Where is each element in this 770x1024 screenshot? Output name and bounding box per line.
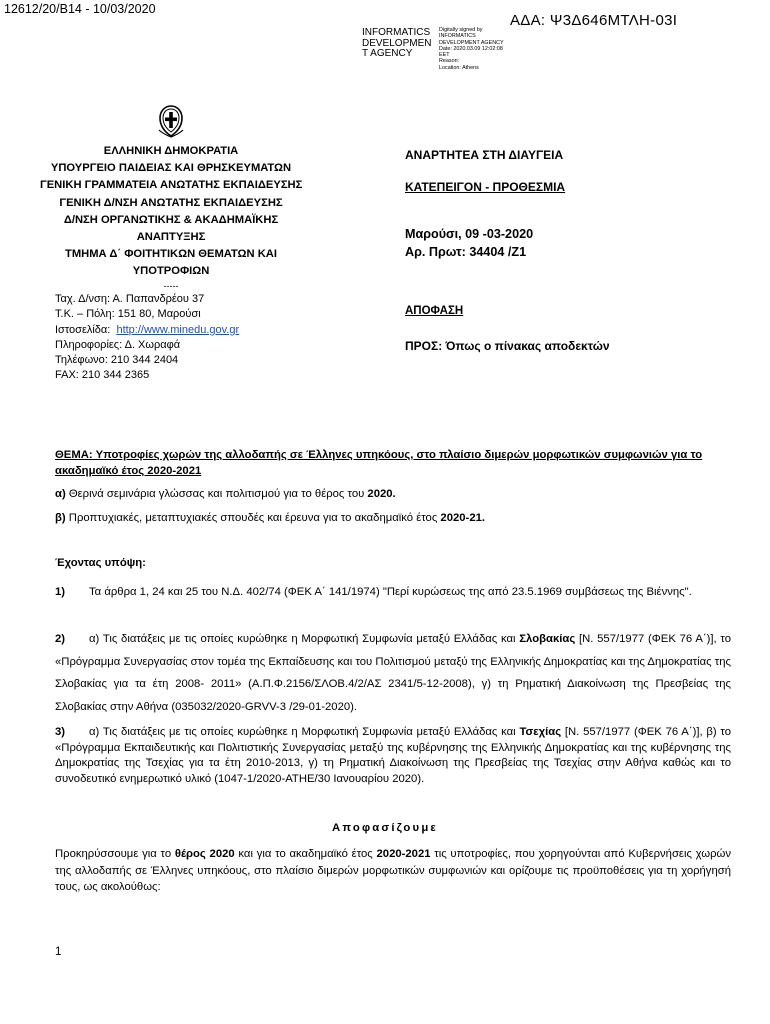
- signature-line: DEVELOPMENT AGENCY: [439, 39, 504, 46]
- signature-line: Date: 2020.03.09 12:02:08: [439, 45, 503, 52]
- signature-line: Digitally signed by: [439, 27, 483, 33]
- considering-title: Έχοντας υπόψη:: [55, 557, 146, 569]
- considering-paragraph-1: [55, 581, 731, 603]
- paragraph-number: 2): [55, 633, 66, 645]
- signing-agency: INFORMATICS DEVELOPMEN T AGENCY: [362, 27, 432, 59]
- item-b-year: 2020-21.: [440, 512, 486, 524]
- greek-emblem-icon: [156, 104, 186, 138]
- contact-city: Τ.Κ. – Πόλη: 151 80, Μαρούσι: [55, 308, 201, 321]
- sender-block: [40, 143, 302, 291]
- subject-text: : Υποτροφίες χωρών της αλλοδαπής σε Έλληνες υπηκόους, στο πλαίσιο διμερών μορφωτικών συμφωνιών για το ακαδημαϊκό έτος 2020-2021: [55, 449, 703, 477]
- paragraph-text: α) Τις διατάξεις με τις οποίες κυρώθηκε η Μορφωτική Συμφωνία μεταξύ Ελλάδας και: [89, 726, 520, 738]
- paragraph-text: α) Τις διατάξεις με τις οποίες κυρώθηκε η Μορφωτική Συμφωνία μεταξύ Ελλάδας και: [89, 633, 520, 645]
- document-date: Μαρούσι, 09 -03-2020: [405, 227, 534, 241]
- paragraph-number: 1): [55, 586, 66, 598]
- contact-info: Πληροφορίες: Δ. Χωραφά: [55, 338, 181, 351]
- subject-label: ΘΕΜΑ: [55, 449, 89, 461]
- contact-block: [55, 292, 239, 384]
- digital-signature: [439, 27, 529, 71]
- recipients-label: ΠΡΟΣ: Όπως ο πίνακας αποδεκτών: [405, 339, 610, 353]
- sender-line: ΥΠΟΤΡΟΦΙΩΝ: [132, 265, 210, 278]
- signature-line: EET: [439, 52, 450, 59]
- contact-address: Ταχ. Δ/νση: Α. Παπανδρέου 37: [55, 293, 205, 305]
- signature-line: Location: Athens: [439, 64, 479, 71]
- post-to-diavgeia: ΑΝΑΡΤΗΤΕΑ ΣΤΗ ΔΙΑΥΓΕΙΑ: [405, 148, 564, 162]
- ada-code: ΑΔΑ: Ψ3Δ646ΜΤΛΗ-03Ι: [510, 12, 678, 29]
- paragraph-text: Προκηρύσσουμε για το: [55, 848, 175, 860]
- subject-item-a: [55, 488, 731, 500]
- decision-label: ΑΠΟΦΑΣΗ: [405, 305, 464, 317]
- sender-separator: -----: [163, 280, 179, 291]
- paragraph-text: και για το ακαδημαϊκό έτος: [234, 848, 377, 860]
- contact-phone: Τηλέφωνο: 210 344 2404: [55, 354, 179, 367]
- item-b-label: β): [55, 512, 66, 524]
- subject-item-b: [55, 512, 731, 524]
- document-reference: 12612/20/B14 - 10/03/2020: [4, 2, 156, 16]
- summer-term: θέρος 2020: [174, 848, 235, 860]
- signature-line: Reason:: [439, 58, 460, 65]
- sender-line: ΥΠΟΥΡΓΕΙΟ ΠΑΙΔΕΙΑΣ ΚΑΙ ΘΡΗΣΚΕΥΜΑΤΩΝ: [50, 162, 292, 175]
- item-a-year: 2020.: [367, 488, 396, 500]
- sender-line: ΤΜΗΜΑ Δ΄ ΦΟΙΤΗΤΙΚΩΝ ΘΕΜΑΤΩΝ ΚΑΙ: [65, 248, 277, 261]
- website-label: Ιστοσελίδα:: [55, 323, 111, 336]
- paragraph-text: [Ν. 557/1977 (ΦΕΚ 76 Α΄)], β) το «Πρόγραμμα Εκπαιδευτικής και Πολιτιστικής Συνεργασίας μεταξύ της κυβέρνησης της Ελληνικής Δημοκρατίας και της κυβέρνησης της Δημοκρατίας της Τσεχίας για τα έτη 2010-2013, γ) τη Ρηματική Διακοίνωση της Πρεσβείας της Τσεχίας στην Αθήνα καθώς και το συνοδευτικό ενημερωτικό υλικό (1047-1/2020-ATHE/30 Ιανουαρίου 2020).: [55, 726, 731, 785]
- country-name: Σλοβακίας: [519, 633, 576, 645]
- urgent-label: ΚΑΤΕΠΕΙΓΟΝ - ΠΡΟΘΕΣΜΙΑ: [405, 180, 566, 194]
- sender-line: ΑΝΑΠΤΥΞΗΣ: [136, 231, 206, 244]
- item-a-label: α): [55, 488, 66, 500]
- academic-year: 2020-2021: [376, 848, 431, 860]
- item-a-text: Θερινά σεμινάρια γλώσσας και πολιτισμού για το θέρος του: [65, 488, 368, 500]
- sender-line: ΓΕΝΙΚΗ ΓΡΑΜΜΑΤΕΙΑ ΑΝΩΤΑΤΗΣ ΕΚΠΑΙΔΕΥΣΗΣ: [40, 179, 303, 192]
- page-number: 1: [55, 946, 62, 958]
- decision-paragraph: [55, 846, 731, 896]
- protocol-number: Αρ. Πρωτ: 34404 /Ζ1: [405, 245, 527, 259]
- paragraph-text: Τα άρθρα 1, 24 και 25 του Ν.Δ. 402/74 (ΦΕΚ Α΄ 141/1974) "Περί κυρώσεως της από 23.5.1969 συμβάσεως της Βιέννης".: [89, 586, 692, 598]
- considering-paragraph-2: [55, 628, 731, 718]
- subject-heading: [55, 447, 731, 479]
- item-b-text: Προπτυχιακές, μεταπτυχιακές σπουδές και έρευνα για το ακαδημαϊκό έτος: [65, 512, 441, 524]
- contact-website-row: [55, 323, 239, 338]
- paragraph-text: [Ν. 557/1977 (ΦΕΚ 76 Α΄)], το «Πρόγραμμα Συνεργασίας στον τομέα της Εκπαίδευσης και του Πολιτισμού μεταξύ της Ελληνικής Δημοκρατίας και της Δημοκρατίας της Σλοβακίας για τα έτη 2008- 2011» (Α.Π.Φ.2156/ΣΛΟΒ.4/2/ΑΣ 2341/5-12-2008), γ) τη Ρηματική Διακοίνωση της Πρεσβείας της Σλοβακίας στην Αθήνα (035032/2020-GRVV-3 /29-01-2020).: [55, 633, 731, 713]
- sender-line: ΓΕΝΙΚΗ Δ/ΝΣΗ ΑΝΩΤΑΤΗΣ ΕΚΠΑΙΔΕΥΣΗΣ: [59, 196, 283, 209]
- country-name: Τσεχίας: [519, 726, 562, 738]
- sender-line: ΕΛΛΗΝΙΚΗ ΔΗΜΟΚΡΑΤΙΑ: [103, 145, 239, 157]
- sender-line: Δ/ΝΣΗ ΟΡΓΑΝΩΤΙΚΗΣ & ΑΚΑΔΗΜΑΪΚΗΣ: [63, 213, 279, 226]
- decision-title: Αποφασίζουμε: [331, 822, 438, 834]
- paragraph-number: 3): [55, 726, 66, 738]
- contact-fax: FAX: 210 344 2365: [55, 369, 150, 382]
- considering-paragraph-3: [55, 725, 731, 787]
- paragraph-text: τις υποτροφίες, που χορηγούνται από Κυβερνήσεις χωρών της αλλοδαπής σε Έλληνες υπηκόους, στο πλαίσιο διμερών μορφωτικών συμφωνιών και ορίζουμε τις προϋποθέσεις για τη χορήγησή τους, ως ακολούθως:: [55, 848, 731, 893]
- date-protocol: [405, 225, 533, 261]
- website-link[interactable]: http://www.minedu.gov.gr: [116, 323, 240, 336]
- signature-line: INFORMATICS: [439, 33, 476, 40]
